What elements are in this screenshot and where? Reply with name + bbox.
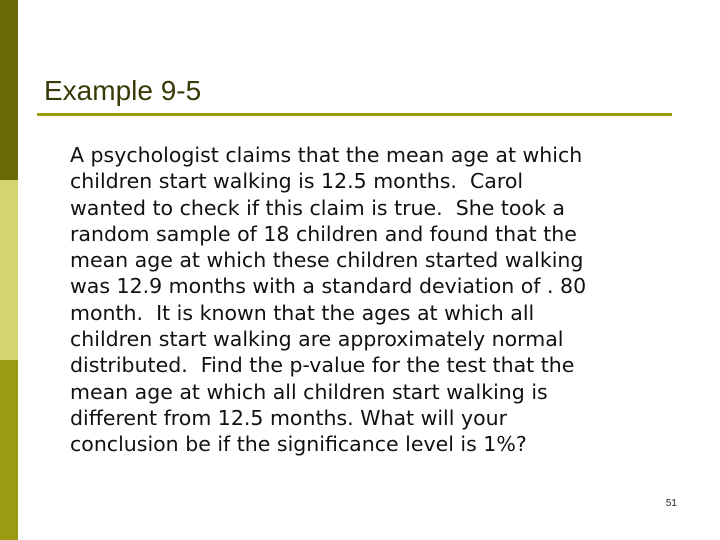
body-line: mean age at which all children start walking is: [70, 379, 548, 404]
sidebar-band-middle: [0, 180, 18, 360]
body-line: month. It is known that the ages at which all: [70, 300, 535, 325]
slide-title: Example 9-5: [44, 75, 202, 106]
body-line: wanted to check if this claim is true. She took a: [70, 195, 565, 220]
body-line: conclusion be if the significance level is 1%?: [70, 432, 527, 457]
body-line: A psychologist claims that the mean age at which: [70, 143, 583, 167]
slide-body: [70, 142, 690, 458]
title-underline: [37, 113, 672, 116]
body-line: different from 12.5 months. What will your: [70, 405, 508, 430]
body-line: random sample of 18 children and found that the: [70, 221, 577, 246]
sidebar-band-top: [0, 0, 18, 180]
body-line: was 12.9 months with a standard deviation of . 80: [70, 274, 587, 299]
body-line: children start walking is 12.5 months. Carol: [70, 169, 524, 194]
body-line: distributed. Find the p-value for the test that the: [70, 353, 575, 378]
page-number: 51: [665, 498, 677, 509]
sidebar-band-bottom: [0, 360, 18, 540]
body-line: children start walking are approximately normal: [70, 327, 564, 352]
body-line: mean age at which these children started walking: [70, 248, 584, 273]
